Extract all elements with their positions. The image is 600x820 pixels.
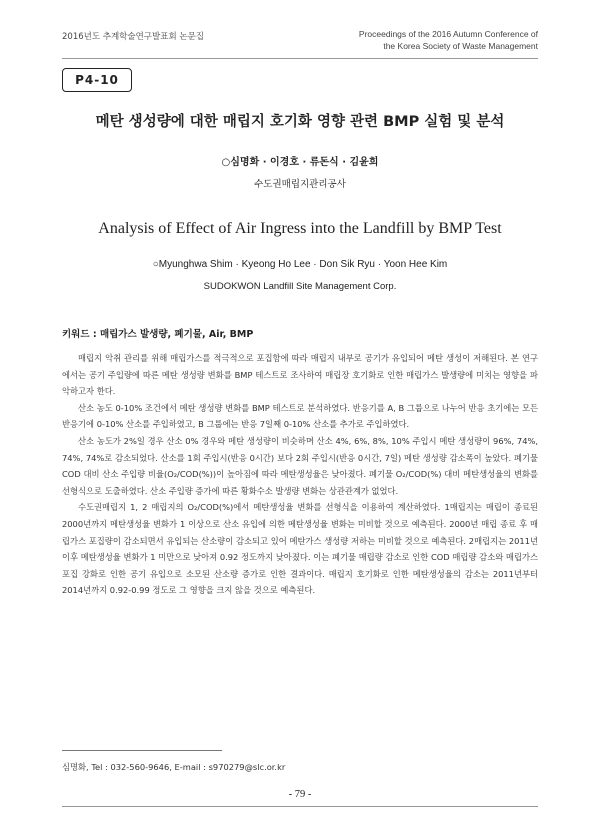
authors-english: ○Myunghwa Shim · Kyeong Ho Lee · Don Sik Ryu · Yoon Hee Kim	[152, 259, 448, 270]
running-header-right-line2: the Korea Society of Waste Management	[383, 41, 538, 51]
footer-divider	[62, 806, 538, 807]
keywords: 키워드 : 매립가스 발생량, 폐기물, Air, BMP	[62, 329, 254, 340]
body-paragraph: 매립지 악취 관리를 위해 매립가스를 적극적으로 포집함에 따라 매립지 내부로 공기가 유입되어 메탄 생성이 저해된다. 본 연구에서는 공기 주입량에 따른 메탄 생성량 변화를 BMP 테스트로 조사하여 매립장 호기화로 인한 매립가스 발생량에 미치는 영향을 파악하고자 한다.	[62, 353, 538, 397]
paper-title-korean: 메탄 생성량에 대한 매립지 호기화 영향 관련 BMP 실험 및 분석	[95, 114, 505, 130]
session-code-badge: P4-10	[62, 68, 132, 92]
running-header-left: 2016년도 추계학술연구발표회 논문집	[62, 32, 204, 42]
header-divider	[62, 58, 538, 59]
body-paragraph: 산소 농도가 2%일 경우 산소 0% 경우와 메탄 생성량이 비슷하며 산소 4%, 6%, 8%, 10% 주입시 메탄 생성량이 96%, 74%, 74%, 74%로 감소되었다. 산소를 1회 주입시(반응 0시간) 보다 2회 주입시(반응 0시간, 7일) 메탄 생성량 감소폭이 높았다. 폐기물 COD 대비 산소 주입량 비율(O₂/COD(%))이 높아짐에 따라 메탄생성율은 낮아졌다. 폐기물 O₂/COD(%) 대비 메탄생성율의 변화를 선형식으로 도출하였다. 산소 주입량 증가에 따른 황화수소 발생량 변화는 상관관계가 없었다.	[62, 435, 538, 496]
authors-korean: ○심명화 · 이경호 · 류돈식 · 김윤희	[221, 157, 379, 168]
running-header-right	[359, 28, 538, 52]
running-header-right-line1: Proceedings of the 2016 Autumn Conference of	[358, 29, 538, 39]
footnote-divider	[62, 750, 222, 751]
affiliation-english: SUDOKWON Landfill Site Management Corp.	[203, 281, 397, 292]
footnote-contact: 심명화, Tel : 032-560-9646, E-mail : s970279@slc.or.kr	[62, 762, 286, 772]
paper-title-english: Analysis of Effect of Air Ingress into the Landfill by BMP Test	[98, 220, 502, 237]
abstract-body	[62, 350, 538, 599]
body-paragraph: 산소 농도 0-10% 조건에서 메탄 생성량 변화를 BMP 테스트로 분석하였다. 반응기를 A, B 그룹으로 나누어 반응 초기에는 모든 반응기에 0-10% 산소를 주입하였고, B 그룹에는 반응 7일째 0-10% 산소를 추가로 주입하였다.	[62, 402, 538, 430]
affiliation-korean: 수도권매립지관리공사	[254, 179, 346, 190]
body-paragraph: 수도권매립지 1, 2 매립지의 O₂/COD(%)에서 메탄생성율 변화를 선형식을 이용하여 계산하였다. 1매립지는 매립이 종료된 2000년까지 메탄생성율 변화가 1 이상으로 산소 유입에 의한 메탄생성율 변화는 미비할 것으로 예측된다. 2000년 매립 종료 후 매립가스 포집량이 감소되면서 유입되는 산소량이 감소되고 있어 메탄가스 생성량 저하는 미비할 것으로 예측된다. 2매립지는 2011년 이후 메탄생성율 변화가 1 미만으로 낮아져 0.92 정도까지 낮아졌다. 이는 폐기물 매립량 감소로 인한 COD 매립량 감소와 매립가스 포집 강화로 인한 공기 유입으로 소모된 산소량 증가로 인한 결과이다. 매립지 호기화로 인한 메탄생성율의 감소는 2011년부터 2014년까지 0.92-0.99 정도로 그 영향을 크지 않을 것으로 예측된다.	[62, 502, 538, 596]
page-number: - 79 -	[288, 789, 312, 800]
